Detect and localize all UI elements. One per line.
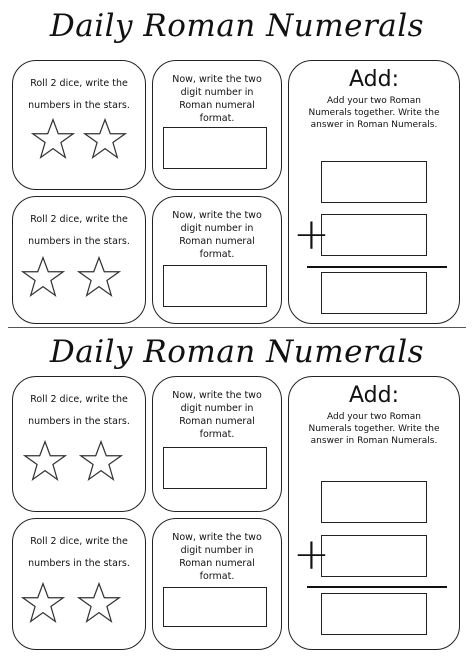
addend-box-1[interactable] (321, 481, 427, 523)
star-icon[interactable] (79, 439, 123, 483)
add-instructions: Add your two Roman Numerals together. Write the answer in Roman Numerals. (308, 412, 440, 446)
worksheet-title: Daily Roman Numerals (49, 334, 425, 370)
sum-line (307, 586, 447, 588)
sum-answer-box[interactable] (321, 272, 427, 314)
roman-convert-card (152, 518, 282, 650)
dice-instructions: Roll 2 dice, write the numbers in the stars. (28, 78, 130, 111)
add-card (288, 376, 460, 650)
star-icon[interactable] (83, 117, 127, 161)
convert-instructions: Now, write the two digit number in Roman numeral format. (172, 210, 262, 260)
add-heading: Add: (348, 67, 399, 92)
add-heading: Add: (348, 383, 399, 408)
plus-sign: + (293, 209, 330, 260)
roman-answer-box[interactable] (163, 587, 267, 627)
roman-answer-box[interactable] (163, 265, 267, 307)
star-icon[interactable] (77, 255, 121, 299)
dice-card (12, 518, 146, 650)
addend-box-2[interactable] (321, 535, 427, 577)
roman-answer-box[interactable] (163, 127, 267, 169)
convert-instructions: Now, write the two digit number in Roman numeral format. (172, 532, 262, 582)
convert-instructions: Now, write the two digit number in Roman numeral format. (172, 74, 262, 124)
add-card (288, 60, 460, 324)
add-instructions: Add your two Roman Numerals together. Write the answer in Roman Numerals. (308, 96, 440, 130)
dice-card (12, 60, 146, 190)
roman-answer-box[interactable] (163, 447, 267, 489)
dice-instructions: Roll 2 dice, write the numbers in the stars. (28, 536, 130, 569)
addend-box-2[interactable] (321, 214, 427, 256)
star-icon[interactable] (21, 581, 65, 625)
sum-answer-box[interactable] (321, 593, 427, 635)
roman-convert-card (152, 376, 282, 512)
dice-instructions: Roll 2 dice, write the numbers in the stars. (28, 394, 130, 427)
star-icon[interactable] (21, 255, 65, 299)
addend-box-1[interactable] (321, 161, 427, 203)
sum-line (307, 266, 447, 268)
convert-instructions: Now, write the two digit number in Roman numeral format. (172, 390, 262, 440)
star-icon[interactable] (31, 117, 75, 161)
roman-convert-card (152, 196, 282, 324)
dice-card (12, 196, 146, 324)
dice-instructions: Roll 2 dice, write the numbers in the stars. (28, 214, 130, 247)
dice-card (12, 376, 146, 512)
worksheet-bottom (0, 328, 474, 656)
roman-convert-card (152, 60, 282, 190)
worksheet-title: Daily Roman Numerals (49, 8, 425, 44)
star-icon[interactable] (77, 581, 121, 625)
plus-sign: + (293, 529, 330, 580)
star-icon[interactable] (23, 439, 67, 483)
